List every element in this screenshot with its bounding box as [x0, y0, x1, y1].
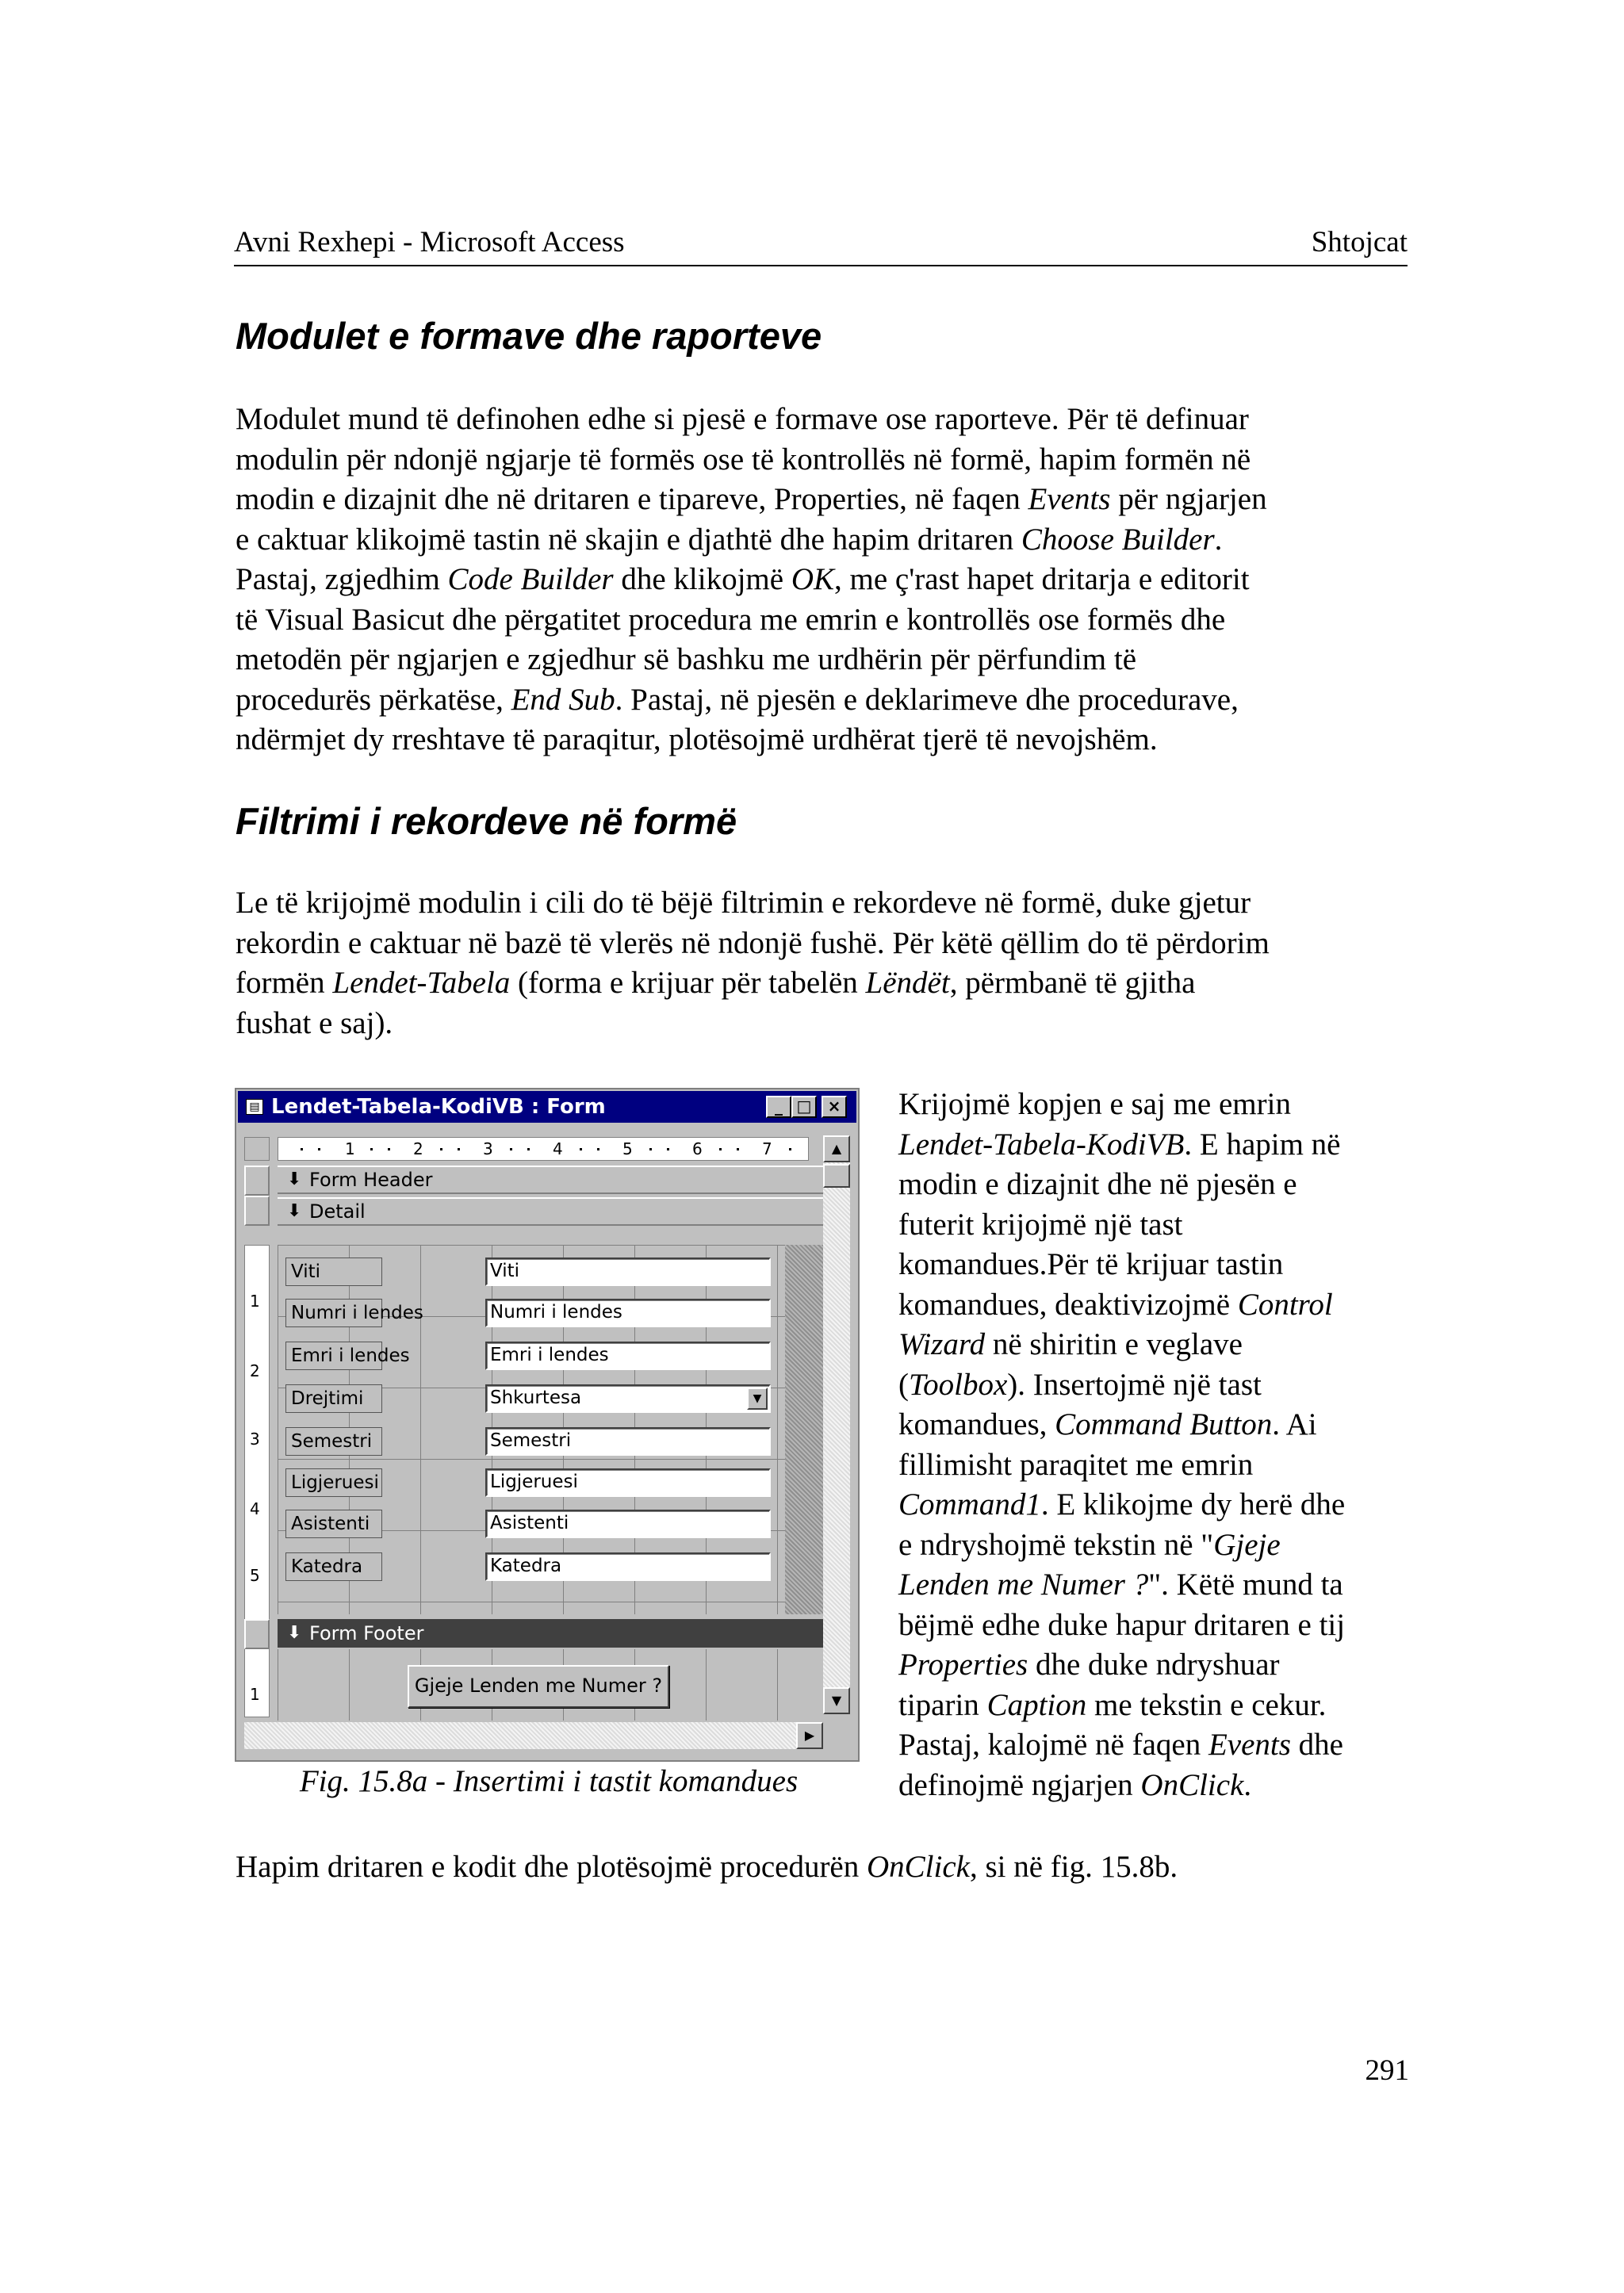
section-selector-footer[interactable] [244, 1619, 270, 1649]
paragraph-modules: Modulet mund të definohen edhe si pjesë e formave ose raporteve. Për të definuar modulin për ndonjë ngjarje të formës ose të kontrollës në formë, hapim formën në modin e dizajnit dhe në dritaren e tipareve, Properties, në faqen Events për ngjarjen e caktuar klikojmë tastin në skajin e djathtë dhe hapim dritaren Choose Builder. Pastaj, zgjedhim Code Builder dhe klikojmë OK, me ç'rast hapet dritarja e editorit të Visual Basicut dhe përgatitet procedura me emrin e kontrollës ose formës dhe metodën për ngjarjen e zgjedhur së bashku me urdhërin për përfundim të procedurës përkatëse, End Sub. Pastaj, në pjesën e deklarimeve dhe procedurave, ndërmjet dy rreshtave të paraqitur, plotësojmë urdhërat tjerë të nevojshëm. [236, 402, 1267, 756]
textbox-ligjeruesi[interactable]: Ligjeruesi [485, 1468, 771, 1497]
paragraph-side: Krijojmë kopjen e saj me emrin Lendet-Tabela-KodiVB. E hapim në modin e dizajnit dhe në pjesën e futerit krijojmë një tast komandues.Për të krijuar tastin komandues, deaktivizojmë Control Wizard në shiritin e veglave (Toolbox). Insertojmë një tast komandues, Command Button. Ai fillimisht paraqitet me emrin Command1. E klikojme dy herë dhe e ndryshojmë tekstin në "Gjeje Lenden me Numer ?". Këtë mund ta bëjmë edhe duke hapur dritaren e tij Properties dhe duke ndryshuar tiparin Caption me tekstin e cekur. Pastaj, kalojmë në faqen Events dhe definojmë ngjarjen OnClick. [898, 1087, 1346, 1802]
down-arrow-icon: ⬇ [287, 1201, 302, 1221]
form-selector[interactable] [244, 1137, 270, 1161]
scroll-down-arrow-icon[interactable]: ▼ [823, 1687, 850, 1714]
form-icon: ▤ [246, 1099, 263, 1115]
page-number: 291 [1365, 2054, 1409, 2087]
label-katedra[interactable]: Katedra [285, 1552, 382, 1581]
close-button[interactable]: × [822, 1096, 847, 1118]
scroll-right-arrow-icon[interactable]: ▶ [796, 1722, 823, 1749]
textbox-numri-i-lendes[interactable]: Numri i lendes [485, 1299, 771, 1327]
horizontal-ruler: 1 2 3 4 5 6 7 [278, 1137, 809, 1161]
vertical-ruler: 1 2 3 4 5 1 [244, 1245, 270, 1717]
textbox-semestri[interactable]: Semestri [485, 1427, 771, 1456]
label-ligjeruesi[interactable]: Ligjeruesi [285, 1468, 382, 1497]
textbox-viti[interactable]: Viti [485, 1258, 771, 1286]
label-viti[interactable]: Viti [285, 1258, 382, 1286]
label-asistenti[interactable]: Asistenti [285, 1510, 382, 1538]
textbox-katedra[interactable]: Katedra [485, 1552, 771, 1581]
section-heading-modules: Modulet e formave dhe raporteve [236, 315, 822, 357]
header-author-title: Avni Rexhepi - Microsoft Access [234, 226, 625, 258]
dropdown-arrow-icon[interactable]: ▼ [747, 1388, 768, 1410]
vertical-scrollbar[interactable] [823, 1135, 850, 1714]
label-semestri[interactable]: Semestri [285, 1427, 382, 1456]
horizontal-scrollbar[interactable] [244, 1722, 823, 1749]
form-footer-bar[interactable]: ⬇ Form Footer [278, 1619, 823, 1648]
running-header [234, 224, 1408, 262]
access-form-window [235, 1088, 860, 1762]
gjeje-lenden-button[interactable]: Gjeje Lenden me Numer ? [408, 1665, 669, 1708]
label-emri-i-lendes[interactable]: Emri i lendes [285, 1342, 382, 1370]
down-arrow-icon: ⬇ [287, 1169, 302, 1189]
maximize-button[interactable]: □ [791, 1096, 817, 1118]
window-title: Lendet-Tabela-KodiVB : Form [271, 1095, 606, 1119]
detail-section [278, 1245, 823, 1614]
scroll-thumb[interactable] [823, 1164, 850, 1188]
form-header-bar[interactable]: ⬇ Form Header [278, 1166, 823, 1194]
detail-bar[interactable]: ⬇ Detail [278, 1197, 823, 1226]
label-drejtimi[interactable]: Drejtimi [285, 1384, 382, 1413]
header-section: Shtojcat [1311, 226, 1408, 258]
down-arrow-icon: ⬇ [287, 1623, 302, 1643]
textbox-emri-i-lendes[interactable]: Emri i lendes [485, 1342, 771, 1370]
form-footer-section [278, 1649, 823, 1721]
section-heading-filtering: Filtrimi i rekordeve në formë [236, 800, 737, 842]
minimize-button[interactable]: _ [766, 1096, 791, 1118]
combobox-drejtimi[interactable]: Shkurtesa ▼ [485, 1384, 771, 1413]
paragraph-closing: Hapim dritaren e kodit dhe plotësojmë procedurën OnClick, si në fig. 15.8b. [236, 1850, 1178, 1884]
paragraph-filtering: Le të krijojmë modulin i cili do të bëjë filtrimin e rekordeve në formë, duke gjetur rekordin e caktuar në bazë të vlerës në ndonjë fushë. Për këtë qëllim do të përdorim formën Lendet-Tabela (forma e krijuar për tabelën Lëndët, përmbanë të gjitha fushat e saj). [236, 886, 1270, 1040]
textbox-asistenti[interactable]: Asistenti [485, 1510, 771, 1538]
figure-caption: Fig. 15.8a - Insertimi i tastit komandues [299, 1764, 799, 1798]
section-selector-detail[interactable] [244, 1196, 270, 1226]
scroll-up-arrow-icon[interactable]: ▲ [823, 1135, 850, 1162]
window-titlebar[interactable] [238, 1091, 856, 1123]
label-numri-i-lendes[interactable]: Numri i lendes [285, 1299, 382, 1327]
section-selector-header[interactable] [244, 1166, 270, 1196]
header-rule [234, 265, 1408, 266]
